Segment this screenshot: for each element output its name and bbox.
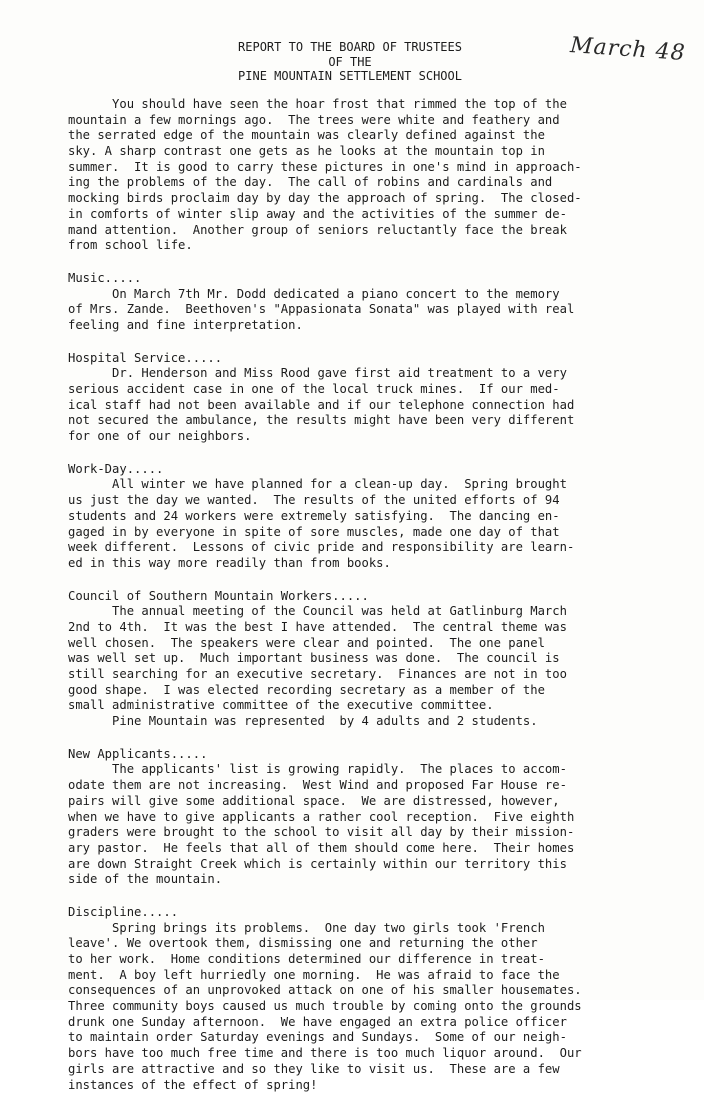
- text-line: summer. It is good to carry these pictures in one's mind in approach-: [68, 160, 688, 176]
- section-discipline: [68, 905, 688, 1093]
- text-line: not secured the ambulance, the results might have been very different: [68, 413, 688, 429]
- text-line: Dr. Henderson and Miss Rood gave first aid treatment to a very: [68, 366, 688, 382]
- text-line: On March 7th Mr. Dodd dedicated a piano concert to the memory: [68, 287, 688, 303]
- text-line: The annual meeting of the Council was held at Gatlinburg March: [68, 604, 688, 620]
- text-line: from school life.: [68, 238, 688, 254]
- text-line: sky. A sharp contrast one gets as he looks at the mountain top in: [68, 144, 688, 160]
- text-line: well chosen. The speakers were clear and pointed. The one panel: [68, 636, 688, 652]
- intro-paragraph: [68, 97, 688, 254]
- text-line: Spring brings its problems. One day two girls took 'French: [68, 921, 688, 937]
- section-heading: New Applicants.....: [68, 747, 688, 763]
- text-line: consequences of an unprovoked attack on one of his smaller housemates.: [68, 983, 688, 999]
- text-line: serious accident case in one of the local truck mines. If our med-: [68, 382, 688, 398]
- header-school-name: PINE MOUNTAIN SETTLEMENT SCHOOL: [190, 69, 510, 84]
- text-line: ment. A boy left hurriedly one morning. He was afraid to face the: [68, 968, 688, 984]
- text-line: leave'. We overtook them, dismissing one and returning the other: [68, 936, 688, 952]
- text-line: 2nd to 4th. It was the best I have attended. The central theme was: [68, 620, 688, 636]
- text-line: graders were brought to the school to visit all day by their mission-: [68, 825, 688, 841]
- text-line: ing the problems of the day. The call of robins and cardinals and: [68, 175, 688, 191]
- text-line: instances of the effect of spring!: [68, 1078, 688, 1093]
- text-line: for one of our neighbors.: [68, 429, 688, 445]
- text-line: of Mrs. Zande. Beethoven's "Appasionata Sonata" was played with real: [68, 302, 688, 318]
- text-line: feeling and fine interpretation.: [68, 318, 688, 334]
- text-line: girls are attractive and so they like to visit us. These are a few: [68, 1062, 688, 1078]
- text-line: small administrative committee of the executive committee.: [68, 698, 688, 714]
- text-line: students and 24 workers were extremely satisfying. The dancing en-: [68, 509, 688, 525]
- text-line: mountain a few mornings ago. The trees were white and feathery and: [68, 113, 688, 129]
- text-line: drunk one Sunday afternoon. We have engaged an extra police officer: [68, 1015, 688, 1031]
- section-heading: Music.....: [68, 271, 688, 287]
- text-line: You should have seen the hoar frost that rimmed the top of the: [68, 97, 688, 113]
- section-heading: Discipline.....: [68, 905, 688, 921]
- text-line: week different. Lessons of civic pride and responsibility are learn-: [68, 540, 688, 556]
- text-line: ary pastor. He feels that all of them should come here. Their homes: [68, 841, 688, 857]
- text-line: ical staff had not been available and if our telephone connection had: [68, 398, 688, 414]
- text-line: ed in this way more readily than from books.: [68, 556, 688, 572]
- section-work-day: [68, 462, 688, 572]
- text-line: still searching for an executive secretary. Finances are not in too: [68, 667, 688, 683]
- text-line: Three community boys caused us much trouble by coming onto the grounds: [68, 999, 688, 1015]
- text-line: odate them are not increasing. West Wind and proposed Far House re-: [68, 778, 688, 794]
- text-line: Pine Mountain was represented by 4 adults and 2 students.: [68, 714, 688, 730]
- section-hospital-service: [68, 351, 688, 445]
- handwritten-date-note: March 48: [570, 38, 686, 62]
- text-line: are down Straight Creek which is certainly within our territory this: [68, 857, 688, 873]
- section-council: [68, 589, 688, 730]
- text-line: the serrated edge of the mountain was clearly defined against the: [68, 128, 688, 144]
- text-line: mocking birds proclaim day by day the approach of spring. The closed-: [68, 191, 688, 207]
- section-heading: Council of Southern Mountain Workers.....: [68, 589, 688, 605]
- text-line: mand attention. Another group of seniors reluctantly face the break: [68, 223, 688, 239]
- section-heading: Work-Day.....: [68, 462, 688, 478]
- text-line: bors have too much free time and there is too much liquor around. Our: [68, 1046, 688, 1062]
- text-line: gaged in by everyone in spite of sore muscles, made one day of that: [68, 525, 688, 541]
- text-line: us just the day we wanted. The results of the united efforts of 94: [68, 493, 688, 509]
- text-line: to maintain order Saturday evenings and Sundays. Some of our neigh-: [68, 1030, 688, 1046]
- section-music: [68, 271, 688, 334]
- text-line: pairs will give some additional space. We are distressed, however,: [68, 794, 688, 810]
- report-header: [190, 40, 510, 84]
- text-line: to her work. Home conditions determined our difference in treat-: [68, 952, 688, 968]
- header-of-the-line: OF THE: [190, 55, 510, 70]
- text-line: side of the mountain.: [68, 872, 688, 888]
- text-line: The applicants' list is growing rapidly. The places to accom-: [68, 762, 688, 778]
- text-line: in comforts of winter slip away and the activities of the summer de-: [68, 207, 688, 223]
- text-line: was well set up. Much important business was done. The council is: [68, 651, 688, 667]
- report-body: [68, 97, 688, 1093]
- text-line: when we have to give applicants a rather cool reception. Five eighth: [68, 810, 688, 826]
- section-new-applicants: [68, 747, 688, 888]
- header-title-line: REPORT TO THE BOARD OF TRUSTEES: [190, 40, 510, 55]
- text-line: All winter we have planned for a clean-up day. Spring brought: [68, 477, 688, 493]
- section-heading: Hospital Service.....: [68, 351, 688, 367]
- text-line: good shape. I was elected recording secretary as a member of the: [68, 683, 688, 699]
